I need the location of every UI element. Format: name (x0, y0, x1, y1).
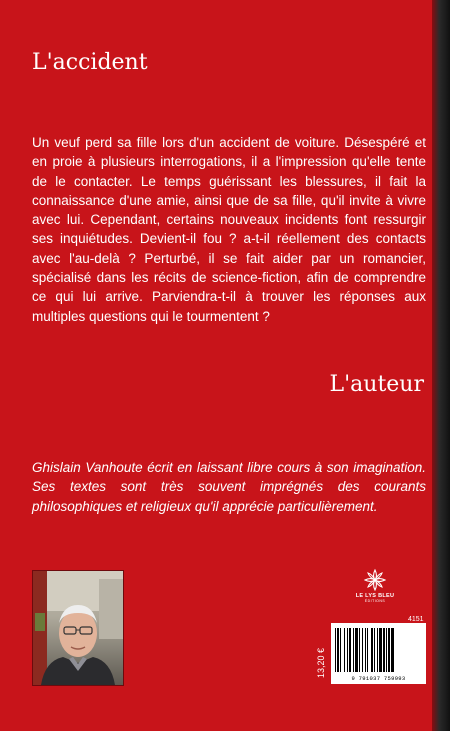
author-photo (32, 570, 124, 686)
book-title: L'accident (32, 50, 148, 75)
publisher-logo (352, 568, 398, 603)
publisher-name: LE LYS BLEU (355, 593, 395, 599)
synopsis-text: Un veuf perd sa fille lors d'un accident de voiture. Désespéré et en proie à plusieurs interrogations, il a l'impression qu'elle tente de le contacter. Le temps guérissant les blessures, il fait la connaissance d'une amie, ainsi que de sa fille, qu'il invite à vivre avec lui. Cependant, certains nouveaux incidents font ressurgir ses inquiétudes. Devient-il fou ? a-t-il réellement des contacts avec l'au-delà ? Perturbé, il se fait aider par un romancier, spécialisé dans les récits de science-fiction, afin de comprendre ce qui lui arrive. Parviendra-t-il à trouver les réponses aux multiples questions qui le tourmentent ? (32, 135, 426, 324)
author-heading: L'auteur (329, 372, 424, 397)
author-bio: Ghislain Vanhoute écrit en laissant libre cours à son imagination. Ses textes sont très souvent imprégnés des courants philosophiques et religieux qu'il apprécie particulièrement. (32, 460, 426, 514)
price-label: 13,20 € (316, 647, 326, 679)
book-spine-edge (432, 0, 450, 731)
barcode (331, 623, 426, 684)
lily-flower-icon (363, 568, 387, 592)
barcode-digits: 9 791037 759993 (351, 675, 406, 682)
publisher-subtitle: ÉDITIONS (364, 599, 386, 603)
book-code: 4151 (408, 616, 424, 623)
